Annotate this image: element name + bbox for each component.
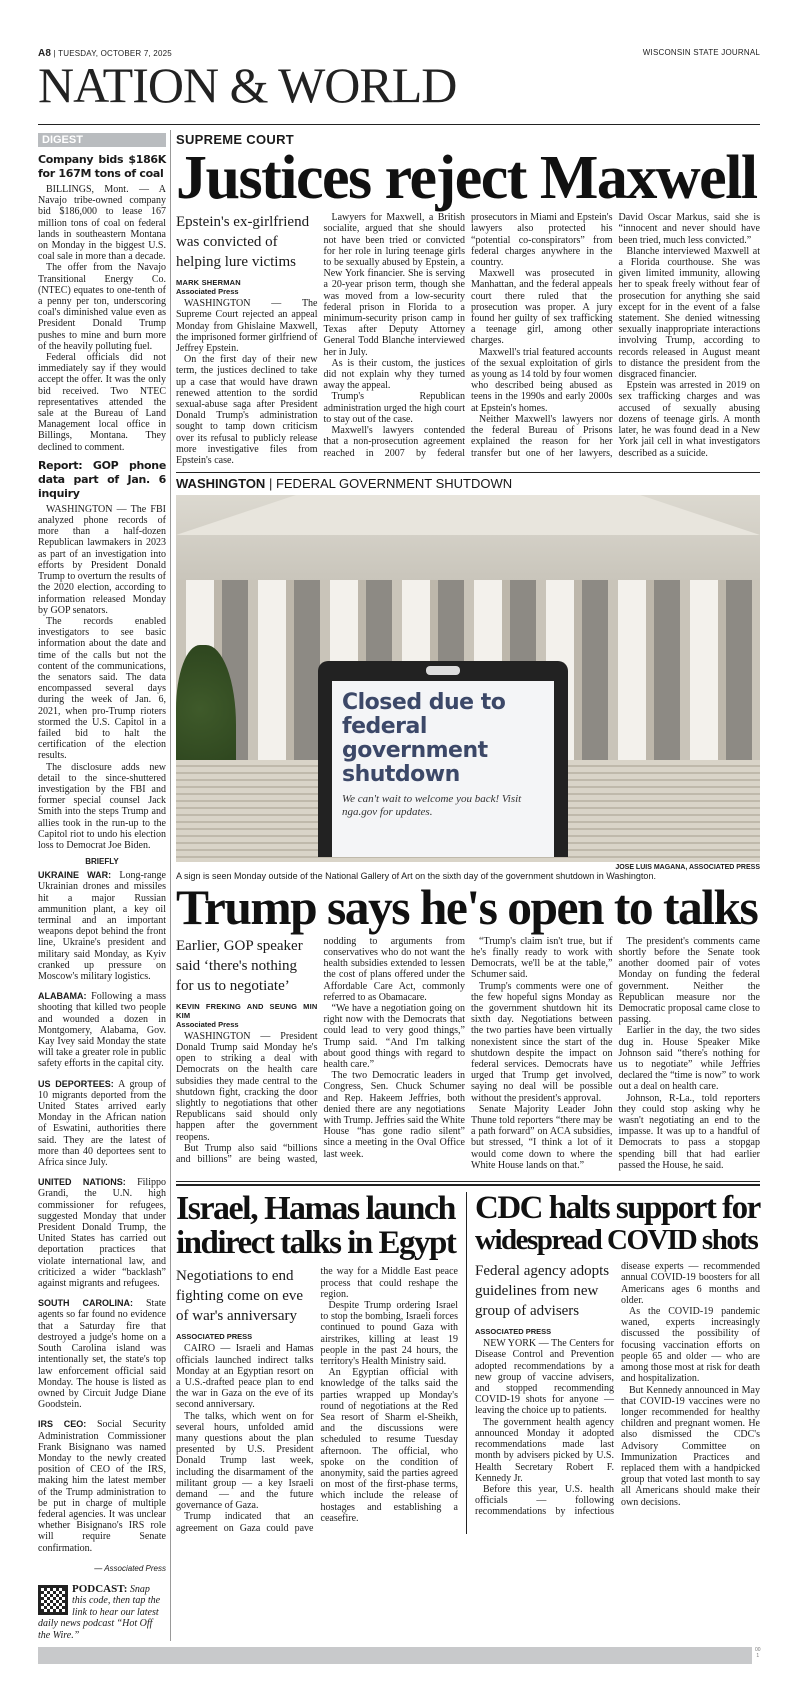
paragraph: But Trump also said “billions and billions” are being wasted, nodding to arguments from conservatives who do not want the health subsidies extended to lessen the cost of plans offered under the Affordable Care Act, commonly referred to as Obamacare. bbox=[176, 935, 465, 1165]
israel-agency: ASSOCIATED PRESS bbox=[176, 1332, 253, 1342]
paragraph: The talks, which went on for several hours, unfolded amid many questions about the plan presented by U.S. President Donald Trump last week, including the disarmament of the militant group — a key Israeli demand — and the future governance of Gaza. bbox=[176, 1410, 314, 1512]
cdc-deck: Federal agency adopts guidelines from new group of advisers bbox=[475, 1263, 610, 1320]
paragraph: BILLINGS, Mont. — A Navajo tribe-owned company bid $186,000 to lease 167 million tons of coal on federal lands in southeastern Montana on Monday in the biggest U.S. coal sale in more than a decade. bbox=[38, 184, 166, 263]
paragraph: “Trump's claim isn't true, but if he's finally ready to work with Democrats, we'll be at the table,” Schumer said. bbox=[471, 935, 613, 981]
paragraph: The offer from the Navajo Transitional Energy Co. (NTEC) equates to one-tenth of a penny per ton, underscoring coal's diminished value even as President Donald Trump pushes to mine and burn more of the heavily polluting fuel. bbox=[38, 262, 166, 352]
paragraph: CAIRO — Israeli and Hamas officials launched indirect talks Monday at an Egyptian resort on a U.S.-drafted peace plan to end the war in Gaza on the eve of its second anniversary. bbox=[176, 1343, 314, 1411]
briefly-item bbox=[38, 1298, 166, 1410]
briefly-text: State agents so far found no evidence that a Saturday fire that destroyed a judge's home on a South Carolina island was intentionally set, the state's top law enforcement official said Monday. The house is listed as owned by Circuit Judge Diane Goodstein. bbox=[38, 1298, 166, 1411]
paragraph: As the COVID-19 pandemic waned, experts increasingly discussed the possibility of focusing vaccination efforts on people 65 and older — who are among those most at risk for death and hospitalization. bbox=[621, 1306, 760, 1385]
digest-story bbox=[38, 459, 166, 851]
briefly-item bbox=[38, 991, 166, 1069]
israel-headline-line: indirect talks in Egypt bbox=[176, 1224, 456, 1261]
briefly-item bbox=[38, 1079, 166, 1169]
paragraph: “We have a negotiation going on right now with the Democrats that could lead to very good things,” Trump said. “And I'm talking about good things with regard to health care.” bbox=[323, 1002, 465, 1070]
shutdown-deck: Earlier, GOP speaker said ‘there's nothing for us to negotiate’ bbox=[176, 937, 303, 994]
briefly-text: A group of 10 migrants deported from the United States arrived early Monday in the African nation of Eswatini, authorities there said. They are the latest of more than 40 deportees sent to Africa since July. bbox=[38, 1078, 166, 1169]
briefly-item bbox=[38, 1419, 166, 1553]
briefly-label: UKRAINE WAR: bbox=[38, 870, 112, 881]
briefly-text: Following a mass shooting that killed two people and wounded a dozen in Montgomery, Alabama, Gov. Kay Ivey said Monday the state will take a greater role in public safety efforts in the capital city. bbox=[38, 991, 167, 1070]
kicker-label: WASHINGTON bbox=[176, 476, 266, 492]
paragraph: Lawyers for Maxwell, a British socialite, argued that she should not have been tried or convicted for her role in luring teenage girls to be sexually abused by Epstein, a New York financier. She is serving a 20-year prison term, though she was moved from a low-security federal prison in Florida to a minimum-security prison camp in Texas after Deputy Attorney General Todd Blanche interviewed her in July. bbox=[323, 212, 465, 358]
photo-credit: JOSE LUIS MAGANA, ASSOCIATED PRESS bbox=[615, 864, 760, 872]
digest-headline: Report: GOP phone data part of Jan. 6 inquiry bbox=[38, 458, 166, 500]
israel-story bbox=[176, 1192, 466, 1534]
sign-text: Closed due to federal government shutdown bbox=[342, 690, 506, 788]
paragraph: The president's comments came shortly before the Senate took another doomed pair of votes Monday on funding the federal government. Neither the Republican measure nor the Democratic proposal came close to passing. bbox=[618, 935, 760, 1026]
main-column bbox=[176, 130, 760, 1534]
briefly-list bbox=[38, 870, 166, 1554]
paragraph: The government health agency announced Monday it adopted recommendations made last month by advisers picked by U.S. Health Secretary Robert F. Kennedy Jr. bbox=[475, 1416, 614, 1484]
cdc-story bbox=[466, 1192, 760, 1534]
shutdown-byline: KEVIN FREKING AND SEUNG MIN KIM bbox=[176, 1001, 318, 1020]
digest-content bbox=[38, 153, 166, 1574]
paragraph: WASHINGTON — President Donald Trump said Monday he's open to striking a deal with Democrats on the health care subsidies they made central to the shutdown fight, cracking the door slightly to negotiations that other Republicans said should only happen after the government reopens. bbox=[176, 1030, 318, 1143]
maxwell-kicker: SUPREME COURT bbox=[176, 132, 295, 147]
briefly-item bbox=[38, 1177, 166, 1289]
paragraph: Epstein was arrested in 2019 on sex trafficking charges and was accused of sexually abusing dozens of teenage girls. A month later, he was found dead in a New York jail cell in what investigators described as a suicide. bbox=[618, 380, 760, 459]
kicker-sub: FEDERAL GOVERNMENT SHUTDOWN bbox=[275, 476, 513, 492]
paragraph: Before this year, U.S. health officials — following recommendations by infectious disease experts — recommended annual COVID-19 boosters for all Americans ages 6 months and older. bbox=[475, 1261, 760, 1518]
paragraph: Earlier in the day, the two sides dug in. House Speaker Mike Johnson said “there's nothing for us to negotiate” while Jeffries declared the “time is now” to work out a deal on health care. bbox=[618, 1025, 760, 1093]
cdc-headline-line: widespread COVID shots bbox=[475, 1223, 758, 1256]
briefly-text: Social Security Administration Commissioner Frank Bisignano was named Monday to the newly created position of CEO of the IRS, making him the latest member of the Trump administration to be put in charge of multiple federal agencies. It was unclear whether Bisignano's IRS role will require Senate confirmation. bbox=[38, 1419, 166, 1554]
paragraph: Maxwell's lawyers contended that a non-prosecution agreement reached in 2007 by federal prosecutors in Miami and Epstein's lawyers also protected his “potential co-conspirators” from federal charges anywhere in the country. bbox=[323, 212, 613, 459]
digest-column bbox=[38, 130, 171, 1641]
paragraph: The two Democratic leaders in Congress, Sen. Chuck Schumer and Rep. Hakeem Jeffries, both denied there are any negotiations with Trump. Jeffries said the White House “has gone radio silent” since a meeting in the Oval Office last week. bbox=[323, 1070, 465, 1160]
paragraph: Maxwell's trial featured accounts of the sexual exploitation of girls as young as 14 told by four women who described being abused as teens in the 1990s and early 2000s at Epstein's homes. bbox=[471, 346, 613, 414]
maxwell-byline: MARK SHERMAN bbox=[176, 278, 241, 288]
page-header: A8 | TUESDAY, OCTOBER 7, 2025 WISCONSIN STATE JOURNAL bbox=[38, 48, 760, 59]
digest-headline: Company bids $186K for 167M tons of coal bbox=[38, 153, 166, 180]
paragraph: Federal officials did not immediately say if they would accept the offer. It was the only bid received. Two NTEC representatives attended the sale at the Bureau of Land Management local office in Billings, Montana. They declined to comment. bbox=[38, 352, 166, 453]
briefly-label: US DEPORTEES: bbox=[38, 1078, 114, 1089]
paragraph: WASHINGTON — The FBI analyzed phone records of more than a half-dozen Republican lawmakers in 2023 as part of an investigation into efforts by President Donald Trump to overturn the results of the 2020 election, according to information released Monday by GOP senators. bbox=[38, 503, 166, 616]
issue-date: TUESDAY, OCTOBER 7, 2025 bbox=[58, 49, 172, 58]
section-title-box bbox=[38, 56, 458, 114]
paragraph: Trump indicated that an agreement on Gaza could pave the way for a Middle East peace process that could reshape the region. bbox=[176, 1266, 458, 1534]
paragraph: An Egyptian official with knowledge of the talks said the parties wrapped up Monday's round of negotiations at the Red Sea resort of Sharm el-Sheikh, and the discussions were scheduled to resume Tuesday afternoon. The official, who spoke on the condition of anonymity, said the parties agreed on most of the first-phase terms, which include the release of hostages and establishing a ceasefire. bbox=[320, 1367, 458, 1524]
paragraph: The disclosure adds new detail to the since-shuttered investigation by the FBI and former special counsel Jack Smith into the steps Trump and allies took in the run-up to the Capitol riot to undo his election loss to Democrat Joe Biden. bbox=[38, 761, 166, 851]
paragraph: Blanche interviewed Maxwell at a Florida courthouse. She was given limited immunity, allowing her to speak freely without fear of prosecution for anything she said except for in the event of a false statement. She denied witnessing sexually inappropriate interactions involving Trump, according to records released in August meant to distance the president from the disgraced financier. bbox=[618, 245, 760, 381]
section-title: NATION & WORLD bbox=[38, 57, 457, 113]
paragraph: NEW YORK — The Centers for Disease Control and Prevention adopted recommendations by a new group of vaccine advisers, and stopped recommending COVID-19 shots for anyone — leaving the choice up to patients. bbox=[475, 1338, 614, 1417]
briefly-item bbox=[38, 870, 166, 982]
paragraph: Despite Trump ordering Israel to stop the bombing, Israeli forces continued to pound Gaza with airstrikes, killing at least 19 people in the past 24 hours, the territory's Health Ministry said. bbox=[320, 1299, 458, 1367]
maxwell-deck: Epstein's ex-girlfriend was convicted of helping lure victims bbox=[176, 214, 310, 271]
shutdown-headline: Trump says he's open to talks bbox=[176, 880, 758, 936]
paragraph: Trump's comments were one of the few hopeful signs Monday as the government shutdown hit its sixth day. Negotiations between the two parties have been virtually nonexistent since the start of the shutdown despite the impact on federal services. Democrats have urged that Trump get involved, saying no deal will be possible without the president's approval. bbox=[471, 980, 613, 1104]
paragraph: Senate Majority Leader John Thune told reporters “there may be a path forward” on ACA subsidies, but stressed, “I think a lot of it would come down to where the White House lands on that.” bbox=[471, 1103, 613, 1171]
divider bbox=[176, 1184, 760, 1186]
podcast-label: PODCAST: bbox=[72, 1583, 128, 1595]
podcast-promo bbox=[38, 1584, 166, 1642]
paragraph: The records enabled investigators to see basic information about the date and time of the calls but not the content of the communications, the senators said. The data encompassed several days during the week of Jan. 6, 2021, when pro-Trump rioters stormed the U.S. Capitol in a failed bid to halt the certification of the election results. bbox=[38, 615, 166, 762]
qr-code-icon[interactable] bbox=[38, 1585, 68, 1615]
cdc-agency: ASSOCIATED PRESS bbox=[475, 1327, 552, 1337]
israel-headline-line: Israel, Hamas launch bbox=[176, 1190, 455, 1228]
divider bbox=[176, 472, 760, 473]
briefly-text: Long-range Ukrainian drones and missiles hit a major Russian ammunition plant, a key oil terminal and an important weapons depot behind the front line, Ukraine's president and military said Monday, as Kyiv cranked up pressure on Moscow's military logistics. bbox=[38, 870, 166, 982]
briefly-label: ALABAMA: bbox=[38, 991, 87, 1002]
shutdown-agency: Associated Press bbox=[176, 1019, 239, 1029]
maxwell-agency: Associated Press bbox=[176, 287, 239, 297]
paragraph: Neither Maxwell's lawyers nor the federal Bureau of Prisons explained the reason for her transfer but one of her lawyers, David Oscar Markus, said she is “innocent and never should have been tried, much less convicted.” bbox=[471, 212, 760, 459]
maxwell-article bbox=[176, 212, 760, 466]
footer-bar bbox=[38, 1647, 752, 1664]
sign-subtext: We can't wait to welcome you back! Visit nga.gov for updates. bbox=[342, 793, 522, 819]
page-body bbox=[38, 130, 760, 1641]
briefly-label: IRS CEO: bbox=[38, 1419, 87, 1430]
divider bbox=[176, 1181, 760, 1182]
cdc-headline-line: CDC halts support for bbox=[475, 1190, 760, 1227]
paragraph: Maxwell was prosecuted in Manhattan, and the federal appeals court there ruled that the prosecution was proper. A jury found her guilty of sex trafficking a teenage girl, among other charges. bbox=[471, 268, 613, 347]
cdc-article bbox=[475, 1261, 760, 1517]
briefly-credit: — Associated Press bbox=[94, 1563, 166, 1573]
podcast-text: Snap this code, then tap the link to hear our latest daily news podcast “Hot Off the Wire.” bbox=[38, 1583, 161, 1641]
article-body bbox=[38, 184, 166, 453]
shutdown-photo bbox=[176, 495, 760, 862]
paper-name: WISCONSIN STATE JOURNAL bbox=[642, 48, 760, 57]
digest-label: DIGEST bbox=[38, 133, 166, 147]
paragraph: On the first day of their new term, the justices declined to take up a case that would have drawn renewed attention to the sordid sexual-abuse saga after President Donald Trump's administration sought to tamp down criticism over its refusal to publicly release more investigative files from Epstein's case. bbox=[176, 354, 318, 467]
photo-caption: A sign is seen Monday outside of the National Gallery of Art on the sixth day of the government shutdown in Washington. bbox=[176, 871, 656, 882]
paragraph: WASHINGTON — The Supreme Court rejected an appeal Monday from Ghislaine Maxwell, the imprisoned former girlfriend of Jeffrey Epstein. bbox=[176, 298, 318, 355]
briefly-label: UNITED NATIONS: bbox=[38, 1177, 126, 1188]
page-number: A8 bbox=[38, 48, 52, 59]
briefly-label: SOUTH CAROLINA: bbox=[38, 1298, 133, 1309]
divider bbox=[38, 124, 760, 125]
paragraph: As is their custom, the justices did not explain why they turned away the appeal. bbox=[323, 357, 465, 392]
article-body bbox=[38, 504, 166, 851]
closed-sign bbox=[318, 661, 568, 857]
shutdown-article bbox=[176, 936, 760, 1171]
bottom-stories bbox=[176, 1192, 760, 1534]
israel-article bbox=[176, 1266, 458, 1533]
briefly-heading: BRIEFLY bbox=[85, 857, 119, 867]
shutdown-kicker: WASHINGTON | FEDERAL GOVERNMENT SHUTDOWN bbox=[176, 476, 513, 492]
paragraph: Trump's Republican administration urged the high court to stay out of the case. bbox=[323, 391, 465, 425]
israel-deck: Negotiations to end fighting come on eve of war's anniversary bbox=[176, 1268, 304, 1325]
page-footer bbox=[38, 1647, 792, 1664]
paragraph: But Kennedy announced in May that COVID-19 vaccines were no longer recommended for healthy children and pregnant women. He also dismissed the CDC's Advisory Committee on Immunization Practices and replaced them with a handpicked group that voted last month to say all Americans should make their own decisions. bbox=[621, 1384, 760, 1508]
briefly-text: Filippo Grandi, the U.N. high commissioner for refugees, suggested Monday that under President Donald Trump, the United States has carried out deportation practices that violate international law, and criticized a wider “backlash” against migrants and refugees. bbox=[38, 1177, 166, 1290]
digest-story bbox=[38, 153, 166, 453]
paragraph: Johnson, R-La., told reporters they could stop asking why he wasn't negotiating an end to the impasse. It was up to a handful of Democrats to pass a stopgap spending bill that had earlier passed the House, he said. bbox=[618, 1092, 760, 1171]
page-code: 00 1 bbox=[755, 1647, 761, 1660]
maxwell-headline: Justices reject Maxwell bbox=[176, 144, 757, 212]
